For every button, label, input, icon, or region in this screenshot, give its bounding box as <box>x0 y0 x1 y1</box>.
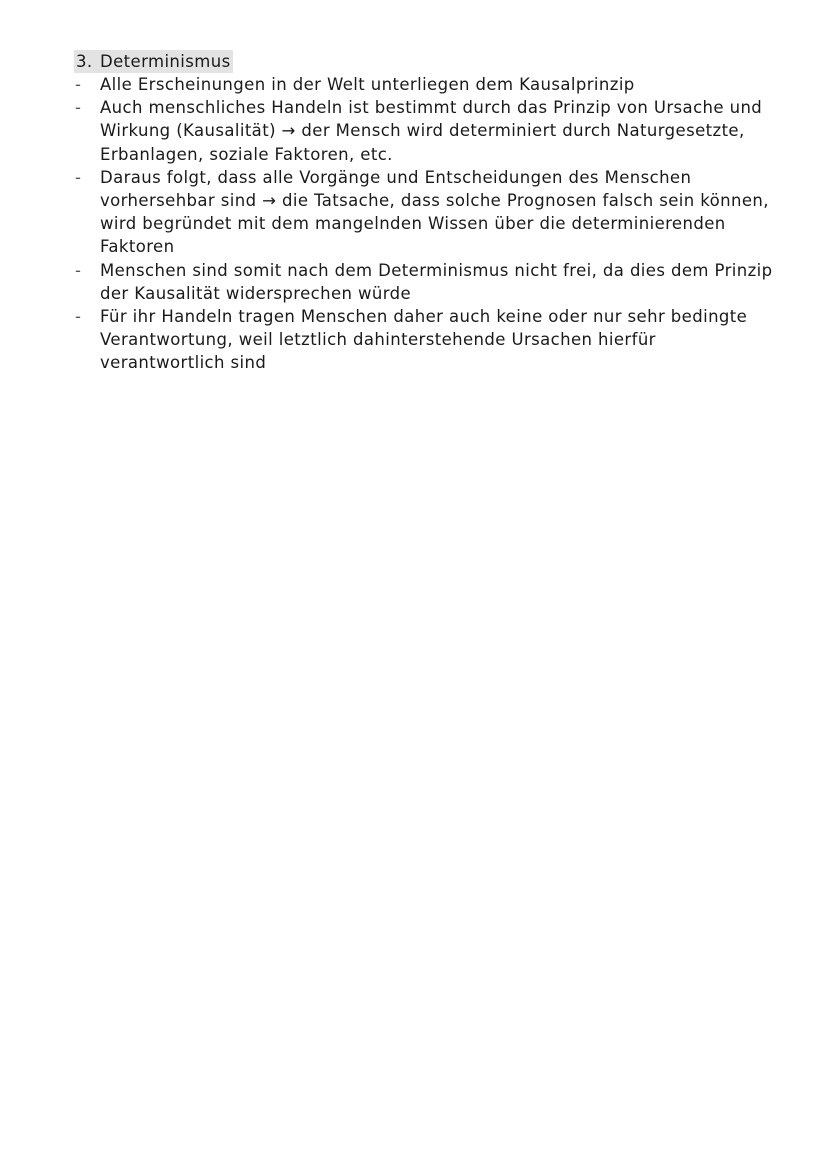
list-item-text: Daraus folgt, dass alle Vorgänge und Entscheidungen des Menschen vorhersehbar sind → die Tatsache, dass solche Prognosen falsch sein können, wird begründet mit dem mangelnden Wissen über die determinierenden Faktoren <box>100 167 769 257</box>
list-item-text: Menschen sind somit nach dem Determinismus nicht frei, da dies dem Prinzip der Kausalität widersprechen würde <box>100 260 773 303</box>
bullet-dash: - <box>75 98 82 118</box>
list-item <box>74 96 784 166</box>
section-number: 3. <box>76 52 93 71</box>
bullet-dash: - <box>75 167 82 187</box>
list-item <box>74 259 784 305</box>
bullet-dash: - <box>75 260 82 280</box>
bullet-list <box>74 73 784 375</box>
list-item <box>74 73 784 96</box>
section-title: Determinismus <box>100 52 231 71</box>
list-item <box>74 166 784 259</box>
list-item <box>74 305 784 375</box>
section-content <box>74 50 784 375</box>
list-item-text: Alle Erscheinungen in der Welt unterliegen dem Kausalprinzip <box>100 75 635 94</box>
section-heading <box>74 50 233 73</box>
bullet-dash: - <box>75 307 82 327</box>
list-item-text: Auch menschliches Handeln ist bestimmt durch das Prinzip von Ursache und Wirkung (Kausalität) → der Mensch wird determiniert durch Naturgesetzte, Erbanlagen, soziale Faktoren, etc. <box>100 98 763 164</box>
bullet-dash: - <box>75 75 82 94</box>
list-item-text: Für ihr Handeln tragen Menschen daher auch keine oder nur sehr bedingte Verantwortung, weil letztlich dahinterstehende Ursachen hierfür verantwortlich sind <box>100 307 748 373</box>
